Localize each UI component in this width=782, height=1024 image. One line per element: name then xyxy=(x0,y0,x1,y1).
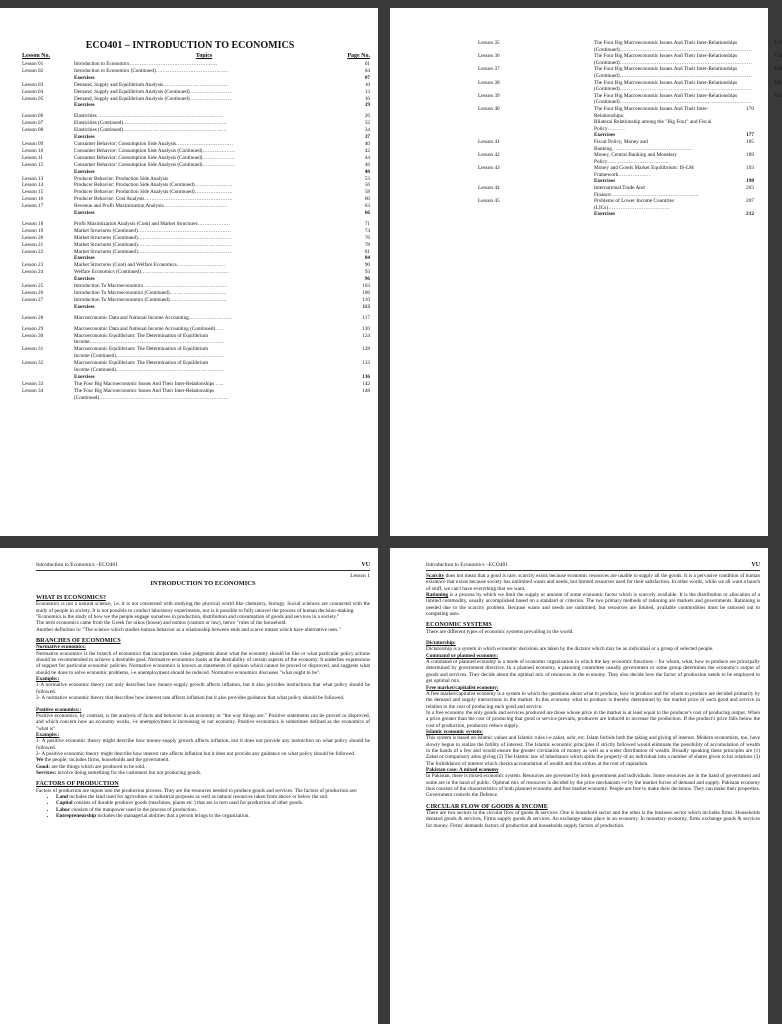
toc-topic: Market Structures (Continued)……………………………………………… xyxy=(74,241,232,248)
toc-lesson-number: Lesson 19 xyxy=(22,227,44,234)
toc-page-number: 46 xyxy=(364,161,370,168)
toc-lesson-number: Lesson 45 xyxy=(478,198,500,205)
toc-exercises-row xyxy=(10,169,370,176)
toc-page-number: 53 xyxy=(364,175,370,182)
toc-page-number: 78 xyxy=(364,241,370,248)
toc-row xyxy=(10,189,370,196)
heading-circular-flow: CIRCULAR FLOW OF GOODS & INCOME xyxy=(426,802,548,810)
subheading-positive: Positive economics:: xyxy=(36,706,82,713)
toc-row xyxy=(10,221,370,228)
toc-exercises-row xyxy=(10,210,370,217)
paragraph: Another definition is: "The science which studies human behavior as a relationship between ends and scarce means which have alternative uses." xyxy=(36,626,341,633)
toc-topic: Problems of Lower Income Countries (LICs)…………………………….. xyxy=(594,198,676,211)
toc-lesson-number: Lesson 12 xyxy=(22,161,44,168)
toc-exercises-row xyxy=(398,211,754,218)
toc-page-number: 154 xyxy=(774,53,782,60)
toc-topic: Consumer Behavior: Consumption Side Analysis…………………………… xyxy=(74,140,234,147)
definition-services: Services: involve doing something for the customers but not producing goods. xyxy=(36,769,202,776)
toc-page-number: 44 xyxy=(364,154,370,161)
toc-row xyxy=(10,228,370,235)
toc-topic: Exercises xyxy=(74,210,95,217)
toc-lesson-number: Lesson 16 xyxy=(22,196,44,203)
toc-page-number: 124 xyxy=(362,332,370,339)
toc-topic: Fiscal Policy, Money and Banking………………………………………. xyxy=(594,138,693,152)
toc-page-number: 152 xyxy=(774,40,782,46)
toc-topic: Consumer Behavior: Consumption Side Analysis (Continued)………………. xyxy=(74,154,235,161)
toc-topic: Market Structures (Continued)……………………………………………… xyxy=(74,248,232,255)
toc-page-number: 177 xyxy=(746,132,754,139)
subheading-example: Example:: xyxy=(36,676,60,683)
toc-topic: Exercises xyxy=(74,303,95,310)
toc-topic: Macroeconomic Equilibrium: The Determination of Equilibrium Income (Continued)……………………………………………………… xyxy=(74,346,225,360)
toc-row xyxy=(10,283,370,290)
toc-lesson-number: Lesson 37 xyxy=(478,66,500,73)
heading-what-is-economics: WHAT IS ECONOMICS? xyxy=(36,594,106,601)
toc-page-number: 58 xyxy=(364,189,370,196)
toc-lesson-number: Lesson 42 xyxy=(478,152,500,159)
toc-page-number: 161 xyxy=(774,79,782,86)
toc-exercises-row xyxy=(10,304,370,311)
factor-text: consists of durable producer goods (machines, plants etc.) that are in turn used for production of other goods. xyxy=(72,800,304,807)
paragraph: Positive economics, by contrast, is the analysis of facts and behavior in an economy or "the way things are." Positive statements can be proved or disproved, and which concern how an economy works, i-e unemployment is increasing in our economy. Positive economics is sometimes defined as the economics of "what is". xyxy=(36,712,370,732)
toc-list-1 xyxy=(10,61,370,402)
toc-page-1 xyxy=(0,8,378,536)
toc-lesson-number: Lesson 03 xyxy=(22,81,44,88)
toc-topic: Introduction to Economics…………………………………………… xyxy=(74,61,218,67)
toc-topic: Producer Behavior: Cost Analysis…………………………………………… xyxy=(74,196,233,203)
toc-lesson-number: Lesson 26 xyxy=(22,290,44,296)
toc-row xyxy=(10,155,370,162)
toc-lesson-number xyxy=(10,134,70,141)
factor-label: Labor xyxy=(56,806,71,813)
toc-lesson-number xyxy=(398,211,590,218)
toc-topic: Revenue and Profit Maximization Analysis………………………………. xyxy=(74,203,228,210)
toc-topic: Exercises xyxy=(74,102,95,109)
toc-lesson-number: Lesson 13 xyxy=(22,175,44,182)
toc-lesson-number: Lesson 14 xyxy=(22,182,44,189)
toc-lesson-number: Lesson 30 xyxy=(22,332,44,339)
toc-exercises-row xyxy=(10,374,370,381)
toc-lesson-number: Lesson 10 xyxy=(22,147,44,154)
toc-row xyxy=(10,326,370,333)
toc-exercises-row xyxy=(398,132,754,139)
toc-topic: Macroeconomic Data and National Income Accounting……………………. xyxy=(74,314,232,321)
toc-lesson-number: Lesson 23 xyxy=(22,262,44,269)
toc-row xyxy=(10,388,370,402)
toc-page-number: 120 xyxy=(362,325,370,332)
toc-lesson-number: Lesson 32 xyxy=(22,360,44,367)
toc-topic: Introduction To Macroeconomics (Continued)…………………………… xyxy=(74,290,227,296)
factors-list xyxy=(36,794,370,819)
toc-lesson-number: Lesson 11 xyxy=(22,154,43,161)
toc-lesson-number: Lesson 24 xyxy=(22,269,44,276)
paragraph: Normative economics is the branch of economics that incorporates value judgments about what the economy should be like or what particular policy actions should be recommended to achieve a desirable goal. Normative economics looks at the desirability of certain aspects of the economy. It underlies expressions of support for particular economic policies. Normative economics is known as statements of opinion which cannot be proved or disproved, and suggests what should be done to solve economic problems, i-e unemployment should be reduced. Normative economics discusses "what ought to be". xyxy=(36,650,370,676)
toc-page-number: 07 xyxy=(364,74,370,81)
toc-lesson-number xyxy=(10,169,70,176)
toc-row xyxy=(398,185,754,198)
toc-page-number: 185 xyxy=(746,138,754,145)
toc-page-number: 193 xyxy=(746,165,754,172)
paragraph-rationing: Rationing is a process by which we limit the supply or amount of some economic factor which is scarcely available. It is the distribution or allocation of a limited commodity, usually accomplished based on a standard or criterion. The two primary methods of rationing are markets and governments. Rationing is needed due to the scarcity problem. Because wants and needs are unlimited, but resources are limited, available commodities must be rationed out to competing uses. xyxy=(426,592,760,618)
subheading-example: Example:: xyxy=(36,731,60,738)
subheading-islamic: Islamic economic system: xyxy=(426,728,483,735)
factor-label: Entrepreneurship xyxy=(56,813,97,819)
paragraph: Dictatorship is a system in which economic decisions are taken by the dictator which may be an individual or a group of selected people. xyxy=(426,646,714,653)
paragraph: The term economics came from the Greek for oikos (house) and nomos (custom or law), hence "rules of the household. xyxy=(36,620,287,627)
toc-lesson-number: Lesson 04 xyxy=(22,88,44,95)
paragraph-scarcity: Scarcity does not mean that a good is rare; scarcity exists because economic resources are unable to supply all the goods. It is a pervasive condition of human existence that exists because society has unlimited wants and needs, but limited resources used for their satisfaction. In other words, while we all want a bunch of stuff, we can't have everything that we want. xyxy=(426,573,760,592)
toc-lesson-number: Lesson 33 xyxy=(22,380,44,387)
toc-lesson-number: Lesson 06 xyxy=(22,113,44,120)
paragraph: A command or planned economy is a mode of economic organization in which the key economic functions – for whom, what, how to produce are principally determined by government directive. In a planned economy, a planning committee usually government or some group determines the economy's output of goods and services. They decide about the optimal mix of resources in the economy. They also decide how the factor of production needs to be employed to get optimal mix. xyxy=(426,659,760,685)
toc-topic: The Four Big Macroeconomic Issues And Their Inter-Relationships ….. xyxy=(74,380,224,387)
toc-lesson-number: Lesson 18 xyxy=(22,220,44,227)
lesson-body xyxy=(36,595,370,819)
factor-item xyxy=(56,813,370,819)
toc-page-number: 71 xyxy=(364,220,370,227)
toc-topic: Elasticities (Continued)…………………………………………………… xyxy=(74,127,227,134)
toc-page-number: 133 xyxy=(362,360,370,367)
toc-lesson-number: Lesson 01 xyxy=(22,61,44,67)
toc-row xyxy=(10,89,370,96)
lesson-page-2 xyxy=(390,548,768,1024)
toc-page-number: 207 xyxy=(746,198,754,205)
paragraph: A free market/capitalist economy is a system in which the questions about what to produce, how to produce and for whom to produce are decided primarily by the demand and supply interactions in the market. In this economy what to produce is thereby determined by the market price of each good and service in relation to the cost of producing each good and service. xyxy=(426,690,760,710)
toc-lesson-number: Lesson 29 xyxy=(22,325,44,332)
toc-row xyxy=(10,68,370,75)
toc-page-number: 212 xyxy=(746,211,754,218)
toc-page-number: 63 xyxy=(364,203,370,210)
toc-topic: The Four Big Macroeconomic Issues And Their Inter-Relationships (Continued)………………………………………………………………… xyxy=(74,387,229,401)
lesson-page-1 xyxy=(0,548,378,1024)
toc-row xyxy=(10,127,370,134)
header-vu: VU xyxy=(751,562,760,568)
toc-topic: Consumer Behavior: Consumption Side Analysis (Continued)………………. xyxy=(74,147,235,154)
toc-page-number: 37 xyxy=(364,134,370,141)
toc-row xyxy=(10,148,370,155)
subheading-command: Command or planned economy: xyxy=(426,652,499,659)
toc-row xyxy=(10,315,370,322)
toc-row xyxy=(10,141,370,148)
page-header xyxy=(36,562,370,568)
heading-branches: BRANCHES OF ECONOMICS xyxy=(36,637,121,645)
toc-lesson-number: Lesson 08 xyxy=(22,127,44,134)
toc-page-number: 19 xyxy=(364,102,370,109)
toc-page-number: 203 xyxy=(746,185,754,192)
toc-page-number: 142 xyxy=(362,380,370,387)
toc-exercises-row xyxy=(10,75,370,82)
toc-page-number: 32 xyxy=(364,120,370,127)
toc-page-number: 16 xyxy=(364,95,370,102)
toc-row xyxy=(398,198,754,211)
subheading-free-market: Free market/capitalist economy: xyxy=(426,684,499,691)
toc-lesson-number: Lesson 21 xyxy=(22,241,44,248)
toc-topic: Macroeconomic Data and National Income Accounting (Continued)….. xyxy=(74,325,223,332)
toc-topic: Market Structures (Continued)……………………………………………… xyxy=(74,234,232,241)
toc-topic: Introduction To Macroeconomics (Continued)…………………………… xyxy=(74,296,227,303)
toc-page-number: 189 xyxy=(746,152,754,159)
factor-text: includes the managerial abilities that a person brings to the organization. xyxy=(96,813,250,819)
toc-row xyxy=(10,203,370,210)
page-header xyxy=(426,562,760,568)
toc-lesson-number: Lesson 22 xyxy=(22,248,44,255)
toc-list-2 xyxy=(398,40,782,218)
toc-row xyxy=(10,290,370,297)
toc-topic: Money, Central Banking and Monetary Policy…………………………….. xyxy=(594,152,679,165)
toc-topic: The Four Big Macroeconomic Issues And Their Inter-Relationships (Continued)………………………………………………………………… xyxy=(594,53,753,66)
toc-row xyxy=(398,66,782,79)
toc-lesson-number xyxy=(398,178,590,185)
toc-topic: Demand, Supply and Equilibrium Analysis (Continued)…………………… xyxy=(74,95,232,102)
header-rule xyxy=(426,570,760,571)
toc-page-number: 48 xyxy=(364,168,370,175)
toc-exercises-row xyxy=(10,134,370,141)
toc-page-number: 96 xyxy=(364,276,370,283)
toc-topic: Exercises xyxy=(74,134,95,141)
toc-page-number: 04 xyxy=(364,67,370,74)
paragraph: There are different types of economic systems prevailing in the world. xyxy=(426,628,574,635)
toc-page-number: 40 xyxy=(364,140,370,147)
toc-page-number: 84 xyxy=(364,255,370,262)
toc-topic: Producer Behavior: Production Side Analysis (Continued)…………………. xyxy=(74,182,233,189)
toc-lesson-number: Lesson 31 xyxy=(22,346,44,353)
toc-page-number: 158 xyxy=(774,66,782,73)
toc-page-number: 76 xyxy=(364,234,370,241)
definition-goods: Good: are the things which are produced to be sold. xyxy=(36,763,146,770)
toc-topic: Market Structures (Continued)……………………………………………… xyxy=(74,227,232,234)
toc-lesson-number xyxy=(10,75,70,82)
toc-page-number: 34 xyxy=(364,127,370,134)
subheading-pakistan: Pakistan case: A mixed economy xyxy=(426,766,499,773)
toc-lesson-number xyxy=(10,304,70,311)
toc-topic: The Four Big Macroeconomic Issues And Their Inter-Relationships (Continued)………………………………………………………………… xyxy=(594,79,753,93)
toc-lesson-number: Lesson 09 xyxy=(22,140,44,147)
toc-topic: Exercises xyxy=(74,74,95,81)
paragraph: 1- A positive economic theory might describe how money-supply growth affects inflation, but it does not provide any instruction on what policy should be followed. xyxy=(36,738,370,751)
paragraph: Economics is not a natural science, i.e. it is not concerned with studying the physical world like chemistry, biology. Social sciences are connected with the study of people in society. It is not possible to conduct laboratory experiments, nor is it possible to fully unravel the process of human decision-making. xyxy=(36,601,370,614)
toc-page-number: 10 xyxy=(364,81,370,88)
lesson-number: Lesson 1 xyxy=(350,573,370,579)
toc-topic: Exercises xyxy=(74,373,95,380)
paragraph: 2- A positive economic theory might describe how interest rate affects inflation but it does not provide any guidance on what policy should be followed. xyxy=(36,750,356,757)
toc-page-number: 81 xyxy=(364,248,370,255)
toc-row xyxy=(398,165,754,178)
paragraph: "Economics is the study of how we the people engage ourselves in production, distribution and consumption of goods and services in a society." xyxy=(36,614,340,621)
lesson-title: INTRODUCTION TO ECONOMICS xyxy=(150,580,256,587)
toc-page-number: 136 xyxy=(362,373,370,380)
toc-page-number: 170 xyxy=(746,105,754,112)
toc-page-2 xyxy=(390,8,782,536)
toc-topic: Exercises xyxy=(594,211,616,218)
lesson-body xyxy=(426,573,760,829)
toc-row xyxy=(10,96,370,103)
toc-topic: The Four Big Macroeconomic Issues And Their Inter-Relationships (Continued)………………………………………………………………… xyxy=(594,92,753,106)
toc-topic: Exercises xyxy=(594,178,616,185)
toc-row xyxy=(10,269,370,276)
toc-topic: Money and Goods Market Equilibrium: IS-LM Framework……………… xyxy=(594,165,696,178)
toc-exercises-row xyxy=(10,102,370,109)
toc-exercises-row xyxy=(398,178,754,185)
toc-row xyxy=(10,297,370,304)
paragraph: Factors of production are inputs into the production process. They are the resources needed to produce goods and services. The factors of production are: xyxy=(36,787,358,794)
paragraph: 2- A normative economic theory that describes how interest rate affects inflation but it also provides guidance that what policy should be followed. xyxy=(36,695,345,702)
toc-lesson-number: Lesson 34 xyxy=(22,387,44,394)
toc-topic: Elasticities ……………………………………………………………… xyxy=(74,113,223,120)
toc-lesson-number: Lesson 36 xyxy=(478,53,500,60)
factor-label: Capital xyxy=(56,800,73,807)
toc-topic: Profit Maximization Analysis (Cont) and Market Structures………………. xyxy=(74,220,231,227)
toc-lesson-number: Lesson 07 xyxy=(22,120,44,127)
toc-row xyxy=(398,106,754,132)
paragraph: 1-A normative economic theory not only describes how money-supply growth affects inflation, but it also provides instructions that what policy should be followed. xyxy=(36,682,370,695)
paragraph: In Pakistan, there is mixed economic system. Resources are governed by both government and individuals. Some resources are in the hand of government and some are in the hand of public. Optimal mix of resources is decided by the price mechanism i-e by the market forces of demand and supply. Pakistan economy thus consists of the characteristics of both planned economy and free market economy. People are free to make their decisions. They can make their properties. Government controls the Defence. xyxy=(426,773,760,799)
toc-page-number: 106 xyxy=(362,290,370,296)
toc-page-number: 66 xyxy=(364,210,370,217)
toc-lesson-number: Lesson 17 xyxy=(22,203,44,210)
toc-topic: Demand, Supply and Equilibrium Analysis (Continued)…………………… xyxy=(74,88,232,95)
toc-lesson-number: Lesson 40 xyxy=(478,105,500,112)
subheading-dictatorship: Dictatorship: xyxy=(426,640,456,647)
toc-page-number: 128 xyxy=(362,346,370,353)
toc-page-number: 56 xyxy=(364,182,370,189)
toc-row xyxy=(10,235,370,242)
toc-topic: Exercises xyxy=(74,255,95,262)
toc-topic: Macroeconomic Equilibrium: The Determination of Equilibrium Income (Continued)……………………………………………………… xyxy=(74,360,225,374)
subheading-normative: Normative economics: xyxy=(36,644,87,651)
heading-economic-systems: ECONOMIC SYSTEMS xyxy=(426,621,492,629)
toc-title: ECO401 – INTRODUCTION TO ECONOMICS xyxy=(85,40,295,51)
toc-row xyxy=(10,381,370,388)
toc-row xyxy=(10,333,370,347)
toc-lesson-number: Lesson 44 xyxy=(478,185,500,192)
toc-lesson-number xyxy=(398,132,590,139)
toc-topic: Introduction to Economics (Continued)…………………………………… xyxy=(74,67,229,74)
toc-lesson-number: Lesson 38 xyxy=(478,79,500,86)
toc-page-number: 60 xyxy=(364,196,370,203)
toc-topic: Macroeconomic Equilibrium: The Determination of Equilibrium Income…………………………………………………………………… xyxy=(74,332,225,346)
toc-page-number: 165 xyxy=(774,92,782,99)
toc-topic: International Trade And Finance………………………………………….. xyxy=(594,185,699,198)
toc-topic: Market Structures (Cont) and Welfare Economics………………………. xyxy=(74,262,225,269)
toc-col-page: Page No. xyxy=(347,53,370,59)
toc-topic: Welfare Economics (Continued)…………………………………………… xyxy=(74,269,230,276)
toc-row xyxy=(10,242,370,249)
toc-row xyxy=(10,61,370,68)
toc-row xyxy=(10,346,370,360)
toc-lesson-number xyxy=(10,255,70,262)
toc-row xyxy=(10,249,370,256)
toc-row xyxy=(398,92,782,106)
toc-row xyxy=(10,82,370,89)
toc-page-number: 148 xyxy=(362,387,370,394)
toc-lesson-number: Lesson 35 xyxy=(478,40,500,46)
paragraph: This system is based on Islamic values and Islamic rules i-e zakat, ushr, etc. Islam forbids both the taking and giving of interest. Modern economists, too, have slowly begun to realize the futility of interest. The Islamic economic principles if strictly followed would eliminate the possibility of accumulation of wealth in the hands of a few and would ensure the greater circulation of money as well as a wider distribution of wealth. Broadly speaking these principles are (1) Zakat or compulsory alms giving (2) The Islamic law of inheritance which splits the property of an individual into a number of shares given to his relations (3) The forbiddance of interest which checks accumulation of wealth and this strikes at the root of capitalism. xyxy=(426,735,760,767)
toc-topic: The Four Big Macroeconomic Issues And Their Inter-Relationships: Bilateral Relationship among the "Big Four" and Fiscal Policy………. xyxy=(594,105,712,132)
factor-text: includes the land used for agriculture or industrial purposes as well as natural resources taken from above or below the soil. xyxy=(67,793,329,800)
toc-lesson-number xyxy=(10,374,70,381)
toc-lesson-number xyxy=(10,276,70,283)
toc-page-number: 117 xyxy=(362,314,370,321)
toc-page-number: 90 xyxy=(364,262,370,269)
toc-lesson-number: Lesson 27 xyxy=(22,296,44,303)
toc-topic: The Four Big Macroeconomic Issues And Their Inter-Relationships (Continued)………………………………………………………………… xyxy=(594,66,753,79)
toc-topic: Consumer Behavior: Consumption Side Analysis (Continued)………………. xyxy=(74,161,235,168)
toc-row xyxy=(398,139,754,152)
toc-col-lesson: Lesson No. xyxy=(22,53,51,59)
toc-lesson-number xyxy=(10,102,70,109)
toc-page-number: 74 xyxy=(364,227,370,234)
factor-label: Land xyxy=(56,793,68,800)
toc-page-number: 198 xyxy=(746,178,754,185)
toc-lesson-number: Lesson 15 xyxy=(22,189,44,196)
toc-exercises-row xyxy=(10,276,370,283)
toc-lesson-number: Lesson 39 xyxy=(478,92,500,99)
header-rule xyxy=(36,570,370,571)
toc-row xyxy=(398,53,782,66)
header-course: Introduction to Economics –ECO401 xyxy=(426,562,509,568)
toc-topic: Demand, Supply and Equilibrium Analysis……………………………….. xyxy=(74,81,229,88)
toc-row xyxy=(398,40,782,53)
toc-lesson-number: Lesson 02 xyxy=(22,67,44,74)
toc-page-number: 42 xyxy=(364,147,370,154)
toc-topic: Producer Behavior: Production Side Analysis xyxy=(74,175,169,182)
toc-topic: Exercises xyxy=(594,132,616,139)
paragraph: There are two sectors in the circular flow of goods & services. One is household sector and the other is the business sector which includes firms. Households demand goods & services, Firms supply goods & services. An exchange takes place in an economy. In monetary economy, firms exchange goods & services for money. Firms' demands factors of production and households supply factors of production. xyxy=(426,810,760,829)
toc-header xyxy=(10,53,370,59)
header-vu: VU xyxy=(361,562,370,568)
toc-col-topics: Topics xyxy=(195,53,213,59)
toc-page-number: 93 xyxy=(364,269,370,276)
toc-topic: Elasticities (Continued)…………………………………………………… xyxy=(74,120,227,127)
toc-row xyxy=(398,152,754,165)
toc-lesson-number: Lesson 20 xyxy=(22,234,44,241)
definition-we: We the people: includes firms, households and the government. xyxy=(36,757,170,764)
paragraph: In a free economy the only goods and services produced are those whose price in the market is at least equal to the producer's cost of producing output. When a price greater than the cost of producing that good or service prevails, producers are induced to increase the production. If the product's price falls below the cost of production, producers reduce supply. xyxy=(426,709,760,729)
toc-lesson-number xyxy=(10,210,70,217)
toc-page-number: 103 xyxy=(362,283,370,290)
toc-lesson-number: Lesson 43 xyxy=(478,165,500,172)
toc-topic: Producer Behavior: Production Side Analysis (Continued)…………………. xyxy=(74,189,233,196)
toc-lesson-number: Lesson 41 xyxy=(478,138,500,145)
toc-topic: Introduction To Macroeconomics ………………………………………… xyxy=(74,283,228,290)
toc-topic: Exercises xyxy=(74,168,95,175)
header-course: Introduction to Economics –ECO401 xyxy=(36,562,119,568)
toc-page-number: 01 xyxy=(364,61,370,67)
toc-lesson-number: Lesson 05 xyxy=(22,95,44,102)
heading-factors: FACTORS OF PRODUCTION xyxy=(36,780,119,788)
toc-page-number: 13 xyxy=(364,88,370,95)
toc-row xyxy=(10,360,370,374)
toc-lesson-number: Lesson 25 xyxy=(22,283,44,290)
toc-page-number: 26 xyxy=(364,113,370,120)
toc-row xyxy=(10,162,370,169)
factor-text: consists of the manpower used in the process of production. xyxy=(70,806,198,813)
toc-page-number: 110 xyxy=(362,296,370,303)
toc-page-number: 113 xyxy=(362,303,370,310)
toc-topic: Exercises xyxy=(74,276,95,283)
toc-lesson-number: Lesson 28 xyxy=(22,314,44,321)
toc-row xyxy=(398,79,782,93)
toc-topic: The Four Big Macroeconomic Issues And Their Inter-Relationships (Continued)………………………………………………………………… xyxy=(594,40,753,53)
